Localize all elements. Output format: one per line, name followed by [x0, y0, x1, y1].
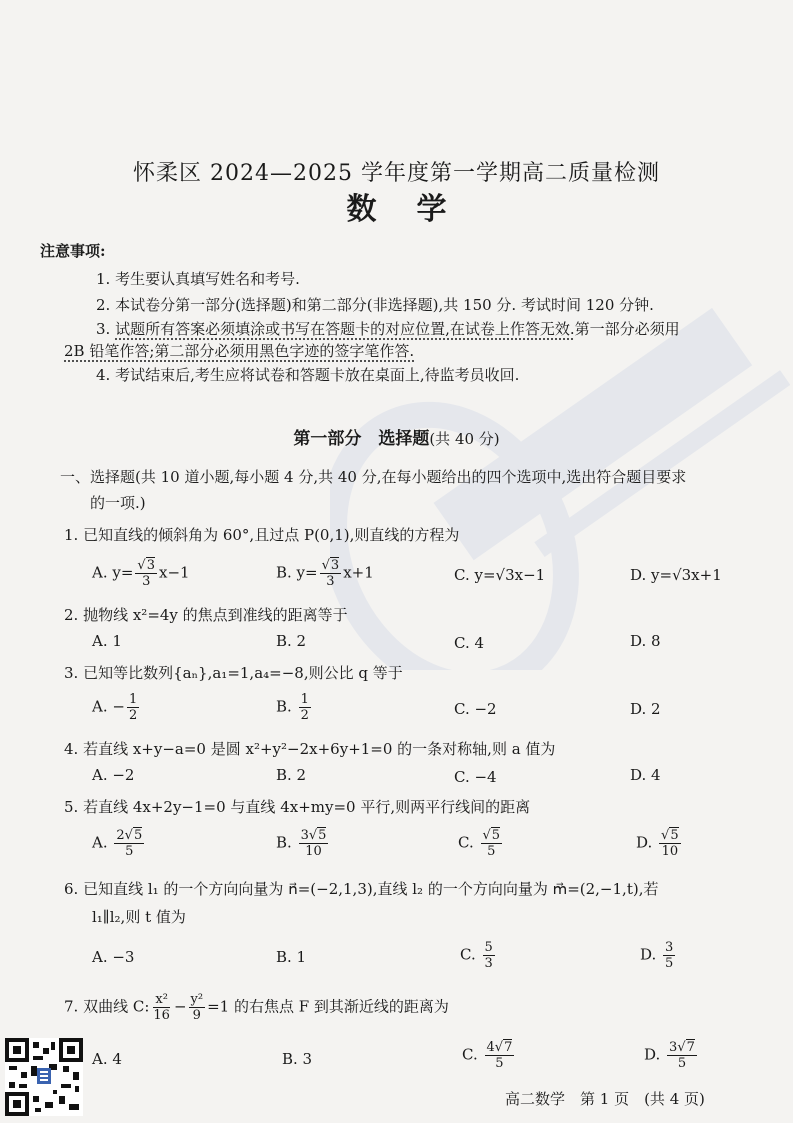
question-1-option-d: D. y=√3x+1	[630, 566, 722, 584]
question-2-option-d: D. 8	[630, 632, 661, 650]
question-1-option-c: C. y=√3x−1	[454, 566, 546, 584]
q7-d-coef: 3	[669, 1040, 678, 1055]
q6-d-frac	[663, 940, 675, 971]
section-instruction-2: 的一项.)	[90, 494, 146, 512]
question-7-stem	[64, 992, 449, 1023]
q5-b-frac: $\frac{3√5}{10}$	[300, 828, 327, 859]
notice-heading: 注意事项:	[40, 242, 106, 260]
q7-c-frac: $\frac{4√7}{5}$	[486, 1040, 513, 1071]
q7-f2-num: y²	[190, 992, 204, 1007]
q7-minus: −	[173, 997, 187, 1016]
q6-d-num: 3	[665, 940, 674, 955]
q6-d-den: 5	[665, 956, 674, 971]
question-4-option-a: A. −2	[92, 766, 135, 784]
question-3-option-d: D. 2	[630, 700, 661, 718]
q7-frac-1	[151, 992, 172, 1023]
question-6-stem-1: 6. 已知直线 l₁ 的一个方向向量为 n⃗=(−2,1,3),直线 l₂ 的一个方向向量为 m⃗=(2,−1,t),若	[64, 880, 659, 898]
q7-d-frac: $\frac{3√7}{5}$	[669, 1040, 695, 1071]
q5-c-label: C.	[458, 833, 474, 852]
question-6-option-c	[460, 940, 497, 971]
q6-d-label: D.	[640, 945, 657, 964]
notice-item-3	[96, 318, 680, 339]
question-2-option-b: B. 2	[276, 632, 307, 650]
subject-title: 数学	[346, 192, 487, 227]
q5-a-rad: 5	[133, 828, 143, 843]
q7-c-rad: 7	[504, 1040, 513, 1055]
part-one-name: 第一部分 选择题	[293, 429, 430, 449]
question-4-option-d: D. 4	[630, 766, 661, 784]
q5-d-frac: $\frac{√5}{10}$	[661, 828, 679, 859]
q5-d-rad: 5	[670, 828, 679, 843]
q5-a-label: A.	[92, 833, 108, 852]
notice-item-3-cont	[64, 340, 414, 361]
question-3-option-a	[92, 692, 141, 723]
q7-c-coef: 4	[486, 1040, 495, 1055]
q5-d-label: D.	[636, 833, 653, 852]
question-6-stem-2: l₁∥l₂,则 t 值为	[92, 908, 186, 926]
question-3-option-b	[276, 692, 313, 723]
q7-stem-pre: 7. 双曲线 C:	[64, 997, 150, 1016]
q1-a-pre: A. y=	[92, 563, 134, 582]
part-one-title	[0, 424, 793, 449]
q1-b-pre: B. y=	[276, 563, 318, 582]
q5-b-coef: 3	[300, 828, 309, 843]
q6-c-den: 3	[484, 956, 493, 971]
question-7-option-a: A. 4	[92, 1050, 122, 1068]
q6-c-num: 5	[484, 940, 493, 955]
q7-d-den: 5	[677, 1056, 687, 1071]
q7-f1-num: x²	[155, 992, 168, 1007]
question-2-stem: 2. 抛物线 x²=4y 的焦点到准线的距离等于	[64, 606, 348, 624]
notice-item-3-num: 3.	[96, 320, 116, 338]
q1-a-den: 3	[142, 574, 151, 589]
question-7-option-c	[462, 1040, 516, 1071]
q7-f2-den: 9	[192, 1008, 201, 1023]
q6-c-frac	[483, 940, 495, 971]
question-5-option-d	[636, 828, 683, 859]
q7-c-label: C.	[462, 1045, 478, 1064]
q3-a-num: 1	[128, 692, 138, 707]
question-6-option-a: A. −3	[92, 948, 135, 966]
question-1-stem: 1. 已知直线的倾斜角为 60°,且过点 P(0,1),则直线的方程为	[64, 526, 460, 544]
q5-b-label: B.	[276, 833, 292, 852]
question-3-stem: 3. 已知等比数列{aₙ},a₁=1,a₄=−8,则公比 q 等于	[64, 664, 403, 682]
notice-item-3-emphasis: 试题所有答案必须填涂或书写在答题卡的对应位置,在试卷上作答无效.	[115, 320, 575, 338]
q1-a-num: 3	[146, 558, 155, 573]
question-2-option-c: C. 4	[454, 634, 485, 652]
q5-b-rad: 5	[318, 828, 327, 843]
notice-item-4: 4. 考试结束后,考生应将试卷和答题卡放在桌面上,待监考员收回.	[96, 366, 520, 384]
question-4-stem: 4. 若直线 x+y−a=0 是圆 x²+y²−2x+6y+1=0 的一条对称轴,则 a 值为	[64, 740, 556, 758]
q5-b-den: 10	[305, 844, 322, 859]
q5-c-frac: $\frac{√5}{5}$	[482, 828, 501, 859]
question-1-option-b	[276, 558, 374, 589]
section-instruction-1: 一、选择题(共 10 道小题,每小题 4 分,共 40 分,在每小题给出的四个选项中,选出符合题目要求	[60, 468, 687, 486]
q7-frac-2	[189, 992, 206, 1023]
question-2-option-a: A. 1	[92, 632, 122, 650]
question-4-option-b: B. 2	[276, 766, 307, 784]
notice-item-3-cont-text: 2B 铅笔作答;第二部分必须用黑色字迹的签字笔作答.	[64, 342, 415, 360]
question-6-option-d	[640, 940, 677, 971]
q1-a-frac: $\frac{√3}{3}$	[137, 558, 155, 589]
q1-a-post: x−1	[159, 563, 190, 582]
qr-code-icon	[5, 1038, 83, 1116]
q6-c-label: C.	[460, 945, 476, 964]
exam-title: 怀柔区 2024—2025 学年度第一学期高二质量检测	[133, 161, 660, 186]
notice-item-3-tail: 第一部分必须用	[574, 320, 680, 338]
question-5-option-c	[458, 828, 504, 859]
q3-b-den: 2	[300, 708, 309, 723]
question-5-option-b	[276, 828, 330, 859]
q7-d-rad: 7	[686, 1040, 695, 1055]
question-7-option-b: B. 3	[282, 1050, 313, 1068]
q7-stem-post: =1 的右焦点 F 到其渐近线的距离为	[207, 997, 449, 1016]
question-1-option-a	[92, 558, 190, 589]
q3-a-frac	[127, 692, 139, 723]
q3-b-num: 1	[300, 692, 309, 707]
question-5-stem: 5. 若直线 4x+2y−1=0 与直线 4x+my=0 平行,则两平行线间的距离	[64, 798, 531, 816]
q3-b-pre: B.	[276, 697, 297, 716]
question-6-option-b: B. 1	[276, 948, 307, 966]
q7-f1-den: 16	[153, 1008, 170, 1023]
q3-a-den: 2	[128, 708, 138, 723]
notice-item-1: 1. 考生要认真填写姓名和考号.	[96, 270, 300, 288]
q7-c-den: 5	[495, 1056, 504, 1071]
q5-a-coef: 2	[116, 828, 125, 843]
q5-a-frac: $\frac{2√5}{5}$	[116, 828, 143, 859]
page-footer: 高二数学 第 1 页 (共 4 页)	[505, 1090, 705, 1108]
part-one-score: (共 40 分)	[429, 430, 500, 448]
q5-d-den: 10	[661, 844, 679, 859]
question-4-option-c: C. −4	[454, 768, 497, 786]
q7-d-label: D.	[644, 1045, 661, 1064]
q1-b-post: x+1	[343, 563, 374, 582]
q1-b-den: 3	[326, 574, 335, 589]
q3-b-frac	[299, 692, 311, 723]
q5-c-rad: 5	[491, 828, 501, 843]
q5-c-den: 5	[487, 844, 496, 859]
q1-b-frac: $\frac{√3}{3}$	[321, 558, 340, 589]
q1-b-num: 3	[330, 558, 340, 573]
notice-item-2: 2. 本试卷分第一部分(选择题)和第二部分(非选择题),共 150 分. 考试时间 120 分钟.	[96, 296, 654, 314]
question-7-option-d	[644, 1040, 699, 1071]
q3-a-pre: A. −	[92, 697, 125, 716]
question-3-option-c: C. −2	[454, 700, 497, 718]
q5-a-den: 5	[125, 844, 134, 859]
question-5-option-a	[92, 828, 146, 859]
